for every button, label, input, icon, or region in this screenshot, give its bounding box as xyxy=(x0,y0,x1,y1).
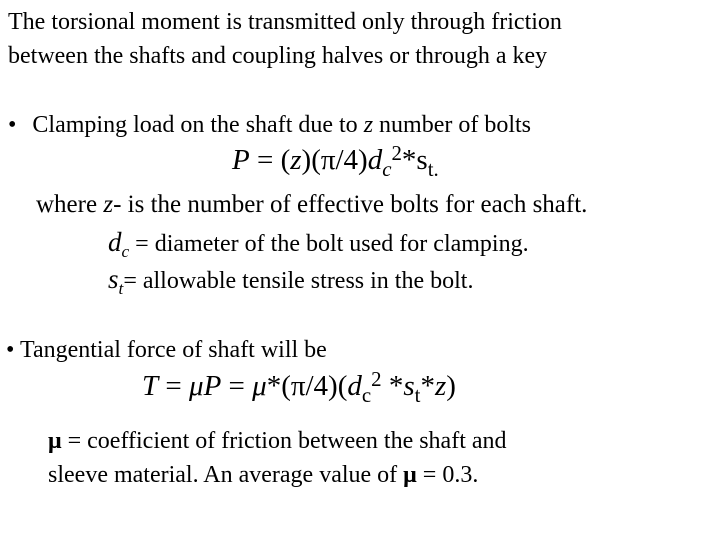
eq2-s: s xyxy=(403,370,415,402)
eq2-eq2: = xyxy=(221,370,253,402)
st-t-subscript: t xyxy=(118,278,124,298)
where-text: - is the number of effective bolts for each shaft. xyxy=(113,191,588,218)
equation-clamping-load xyxy=(232,140,439,181)
eq1-eq-open: = ( xyxy=(249,144,291,176)
eq2-exponent: 2 xyxy=(371,366,382,391)
eq2-mu2: μ xyxy=(252,370,267,402)
eq1-z: z xyxy=(290,144,302,176)
equation-tangential-force xyxy=(142,366,456,407)
dc-definition-line xyxy=(108,227,529,261)
eq1-t-subscript: t. xyxy=(427,156,439,181)
tangential-force-line: • Tangential force of shaft will be xyxy=(6,337,327,363)
st-definition-line xyxy=(108,264,474,298)
clamping-z-variable: z xyxy=(363,112,374,138)
eq1-mid: )(π/4) xyxy=(301,144,368,176)
eq2-close: ) xyxy=(446,370,456,402)
eq2-mid: *(π/4)( xyxy=(266,370,348,402)
dc-d: d xyxy=(108,227,122,257)
eq2-eq1: = xyxy=(158,370,189,402)
mu-line2-text: sleeve material. An average value of xyxy=(48,462,404,488)
eq2-c-subscript: c xyxy=(361,382,372,407)
bullet-icon: • xyxy=(8,112,17,138)
clamping-text-after: number of bolts xyxy=(373,112,532,138)
clamping-bullet-line xyxy=(8,113,531,137)
dc-c-subscript: c xyxy=(121,241,130,261)
eq1-P: P xyxy=(232,144,250,176)
mu-symbol-1: μ xyxy=(48,428,62,454)
clamping-text-before: Clamping load on the shaft due to xyxy=(32,112,364,138)
eq1-exponent: 2 xyxy=(391,140,402,165)
eq2-d: d xyxy=(347,370,362,402)
mu-definition-line-2 xyxy=(48,463,478,487)
eq2-star: * xyxy=(381,370,404,402)
where-z: z xyxy=(103,191,114,218)
eq1-d: d xyxy=(367,144,383,176)
eq2-P: P xyxy=(203,370,222,402)
eq2-mu1: μ xyxy=(189,370,204,402)
eq2-T: T xyxy=(142,370,159,402)
intro-line-1: The torsional moment is transmitted only through friction xyxy=(8,9,562,35)
where-prefix: where xyxy=(36,191,104,218)
st-s: s xyxy=(108,264,119,294)
eq2-t-subscript: t xyxy=(414,382,421,407)
mu-line1-text: = coefficient of friction between the shaft and xyxy=(61,428,507,454)
eq1-star-s: *s xyxy=(401,144,428,176)
where-z-line xyxy=(36,192,587,217)
st-text: = allowable tensile stress in the bolt. xyxy=(123,268,474,294)
dc-text: = diameter of the bolt used for clamping. xyxy=(129,231,529,257)
eq2-z: z xyxy=(434,370,447,402)
mu-value: = 0.3. xyxy=(416,462,479,488)
mu-definition-line-1 xyxy=(48,429,507,453)
intro-line-2: between the shafts and coupling halves or through a key xyxy=(8,43,548,69)
eq2-star2: * xyxy=(420,370,435,402)
mu-symbol-2: μ xyxy=(403,462,417,488)
eq1-d-subscript: c xyxy=(382,156,392,181)
